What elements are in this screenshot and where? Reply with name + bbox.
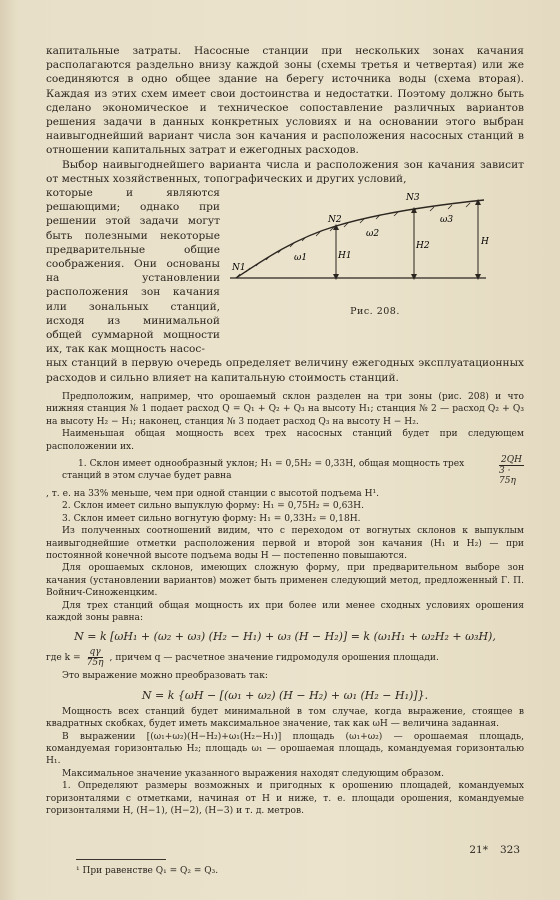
- fraction-2-line: [46, 647, 524, 668]
- slope-diagram: [226, 186, 524, 304]
- fraction-2: [87, 647, 104, 668]
- fraction-2-tail: , причем q — расчетное значение гидромодуля орошения площади.: [109, 652, 439, 663]
- case-1-line: [46, 455, 524, 486]
- slope-curve: [236, 200, 484, 278]
- small-paragraph-three-stations: Для трех станций общая мощность их при более или менее сходных условиях орошения каждой зоны равна:: [46, 600, 524, 623]
- fraction-2-prefix: где k =: [46, 652, 81, 663]
- slope-hatching: [236, 203, 470, 278]
- label-w3: ω3: [440, 215, 454, 226]
- label-n2: N2: [328, 215, 342, 226]
- paragraph-top-1: капитальные затраты. Насосные станции при нескольких зонах качания располагаются раздельно внизу каждой зоны (схемы третья и четвертая) или же соединяются в одно общее здание на берегу источника воды (схема вторая). Каждая из этих схем имеет свои достоинства и недостатки. Поэтому должно быть сделано экономическое и техническое сопоставление различных вариантов решения задачи в данных конкретных условиях и на основании этого выбран наивыгоднейший вариант числа зон качания и расположения насосных станций в отношении капитальных затрат и ежегодных расходов.: [46, 45, 524, 157]
- small-paragraph-2: Наименьшая общая мощность всех трех насосных станций будет при следующем расположении их.: [46, 429, 524, 452]
- footnote: ¹ При равенстве Q₁ = Q₂ = Q₃.: [76, 866, 219, 877]
- formula-2: N = k {ωH − [(ω₁ + ω₂) (H − H₂) + ω₁ (H₂ − H₁)]}.: [141, 688, 429, 702]
- label-h2: H2: [416, 241, 430, 252]
- fraction-1-tail: , т. е. на 33% меньше, чем при одной станции с высотой подъема H¹.: [46, 488, 380, 499]
- label-w2: ω2: [366, 229, 380, 240]
- label-n3: N3: [406, 193, 420, 204]
- small-paragraph-step-1: 1. Определяют размеры возможных и пригодных к орошению площадей, командуемых горизонталями с отметками, начиная от H и ниже, т. е. площади орошения, командуемые горизонталями H, (H−1), (H−2), (H−3) и т. д. метров.: [46, 781, 524, 817]
- small-paragraph-case-2: 2. Склон имеет сильно выпуклую форму: H₁ = 0,75H₂ = 0,63H.: [62, 501, 364, 512]
- small-paragraph-conclusion: Из полученных соотношений видим, что с переходом от вогнутых склонов к выпуклым наивыгоднейшие отметки расположения первой и второй зон качания (H₁ и H₂) — при постоянной конечной высоте подъема воды H — постепенно повышаются.: [46, 526, 524, 561]
- small-paragraph-max-value: Максимальное значение указанного выражения находят следующим образом.: [62, 768, 445, 779]
- formula-1: N = k [ωH₁ + (ω₂ + ω₃) (H₂ − H₁) + ω₃ (H − H₂)] = k (ω₁H₁ + ω₂H₂ + ω₃H),: [74, 630, 496, 644]
- page-number-block: [469, 844, 520, 856]
- fraction-1-num: 2QH: [501, 454, 522, 465]
- figure-208: [226, 186, 524, 317]
- small-paragraph-method: Для орошаемых склонов, имеющих сложную форму, при предварительном выборе зон качания (установлении вариантов) может быть применен следующий метод, предложенный Г. П. Войнич-Синоженцким.: [46, 563, 524, 599]
- small-paragraph-case-3: 3. Склон имеет сильно вогнутую форму: H₁ = 0,33H₂ = 0,18H.: [62, 513, 361, 524]
- figure-row: [46, 186, 524, 356]
- label-n1: N1: [232, 263, 246, 274]
- fraction-2-den: 75η: [86, 658, 104, 669]
- fraction-2-num: qγ: [89, 647, 101, 658]
- page-number: 323: [499, 844, 520, 856]
- footnote-rule: [76, 859, 166, 860]
- small-paragraph-transform: Это выражение можно преобразовать так:: [62, 671, 268, 682]
- figure-caption: Рис. 208.: [350, 306, 400, 318]
- small-paragraph-expression: В выражении [(ω₁+ω₂)(H−H₂)+ω₁(H₂−H₁)] площадь (ω₁+ω₂) — орошаемая площадь, командуемая горизонталью H₂; площадь ω₁ — орошаемая площадь, командуемая горизонталью H₁.: [46, 731, 524, 767]
- label-h: H: [481, 237, 489, 248]
- small-paragraph-1: Предположим, например, что орошаемый склон разделен на три зоны (рис. 208) и что нижняя станция № 1 подает расход Q = Q₁ + Q₂ + Q₃ на высоту H₁; станция № 2 — расход Q₂ + Q₃ на высоту H₂ − H₁; наконец, станция № 3 подает расход Q₃ на высоту H − H₂.: [46, 391, 524, 427]
- fraction-1: [499, 455, 524, 486]
- paragraph-after-figure: ных станций в первую очередь определяет величину ежегодных эксплуатационных расходов и сильно влияет на капитальную стоимость станций.: [46, 357, 524, 384]
- fraction-1-den: 3 · 75η: [499, 465, 516, 486]
- case-1-text: 1. Склон имеет однообразный уклон; H₁ = 0,5H₂ = 0,33H, общая мощность трех станций в этом случае будет равна: [62, 459, 465, 482]
- small-paragraph-minimum: Мощность всех станций будет минимальной в том случае, когда выражение, стоящее в квадратных скобках, будет иметь максимальное значение, так как ωH — величина заданная.: [46, 706, 524, 730]
- paragraph-top-2: Выбор наивыгоднейшего варианта числа и расположения зон качания зависит от местных хозяйственных, топографических и других условий,: [46, 158, 524, 185]
- label-h1: H1: [338, 251, 352, 262]
- figure-side-text: которые и являются решающими; однако при решении этой задачи могут быть полезными некоторые предварительные общие соображения. Они основаны на установлении расположения зон качания или зональных станций, исходя из минимальной общей суммарной мощности их, так как мощность насос-: [46, 187, 220, 356]
- signature-mark: 21*: [469, 844, 488, 856]
- label-w1: ω1: [294, 253, 308, 264]
